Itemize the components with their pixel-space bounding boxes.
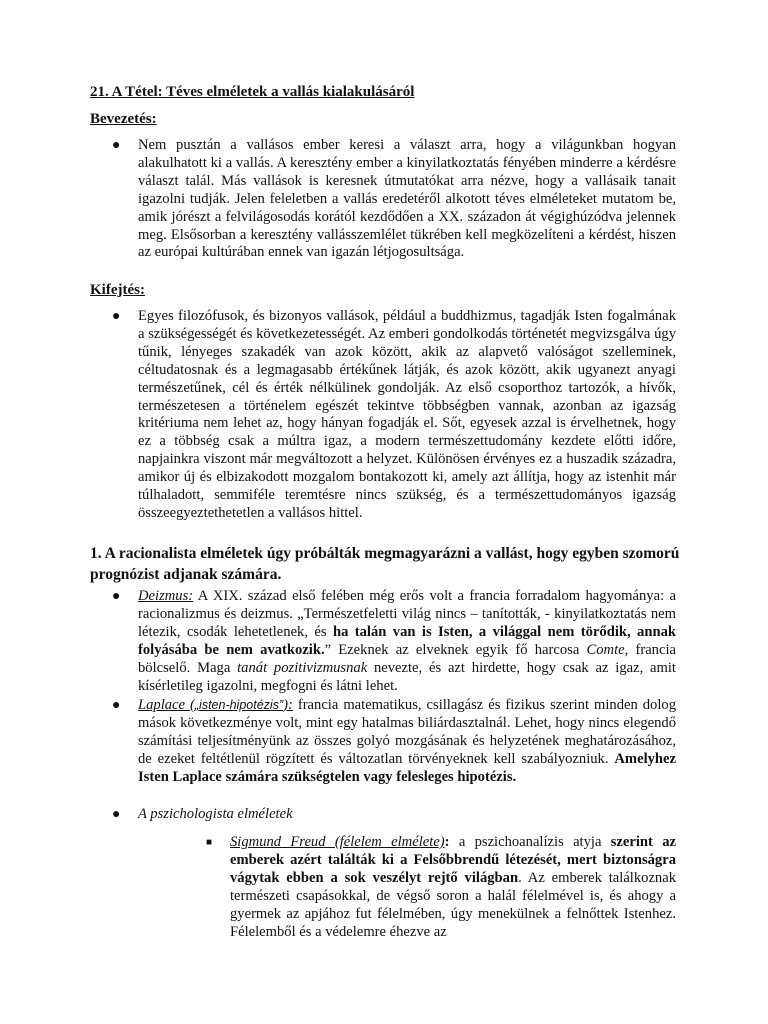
bullet-icon: ● bbox=[112, 807, 121, 822]
freud-text-2: . Az emberek találkoznak természeti csapásokkal, de végső soron a halál félelmével is, és ahogy a gyermek az apjához fut félelmében, úgy menekülnek a felnőttek Istenhez. Félelemből és a védelemre éhezve az bbox=[230, 869, 676, 940]
laplace-text-1: francia matematikus, csillagász és fizikus szerint minden dolog mások következménye volt, mint egy hatalmas biliárdasztalnál. Lehet, hogy nincs elegendő számítási teljesítményünk az összes golyó mozgásának és helyzetének meghatározásához, de ezeket feltétlenül rögzített és változatlan törvényeknek kell szabályozniuk. bbox=[138, 697, 676, 767]
deizmus-label: Deizmus: bbox=[138, 588, 194, 604]
freud-label: Sigmund Freud (félelem elmélete) bbox=[230, 834, 445, 850]
freud-text-1: a pszichoanalízis atyja bbox=[449, 834, 611, 850]
laplace-label: Laplace („isten-hipotézis”): bbox=[138, 697, 293, 713]
square-bullet-icon: ■ bbox=[206, 837, 213, 848]
body-heading: Kifejtés: bbox=[90, 282, 145, 298]
laplace-item bbox=[112, 697, 676, 787]
deizmus-text-2: ” Ezeknek az elveknek egyik fő harcosa bbox=[324, 641, 587, 658]
bullet-icon: ● bbox=[112, 309, 121, 324]
psych-label: A pszichologista elméletek bbox=[138, 806, 293, 822]
document-title: 21. A Tétel: Téves elméletek a vallás kialakulásáról bbox=[90, 84, 415, 100]
laplace-hypothesis-label: „isten-hipotézis” bbox=[194, 698, 284, 712]
deizmus-bold-1: ha talán van is Isten, a világgal nem törődik, annak folyásába be nem avatkozik. bbox=[138, 623, 676, 658]
body-paragraph bbox=[112, 308, 676, 523]
comte-name: Comte, bbox=[586, 641, 629, 658]
body-text: Egyes filozófusok, és bizonyos vallások, például a buddhizmus, tagadják Isten fogalmának a szükségességét és következetességét. Az emberi gondolkodás történetét megvizsgálva úgy tűnik, lényeges szakadék van azok között, akik az alapvető valóságot szelleminek, céltudatosnak és a legmagasabb értékűnek látják, és azok között, akik ugyanezt anyagi természetűnek, cél és érték nélkülinek gondolják. Az első csoporthoz tartozók, a hívők, természetesen a történelem egészét tekintve többségben vannak, azonban az igazság kritériuma nem lehet az, hogy hányan fogadják el. Sőt, egyesek azzal is érvelhetnek, hogy ez a többség csak a múltra igaz, a modern természettudomány kezdete előtti időre, napjainkra viszont már megváltozott a helyzet. Különösen érvényes ez a huszadik századra, amikor új és elbizakodott mozgalom bontakozott ki, amely azt állítja, hogy az istenhit már túlhaladott, semmiféle teremtésre nincs szükség, és a természettudományos igazság összeegyeztethetetlen a vallásos hittel. bbox=[138, 308, 676, 521]
freud-item: ■ Sigmund Freud (félelem elmélete): a pszichoanalízis atyja szerint az emberek azért találták ki a Felsőbbrendű létezését, mert biztonságra vágytak ebben a sok veszélyt rejtő világban. Az emberek találkoznak természeti csapásokkal, de végső soron a halál félelmével is, és ahogy a gyermek az apjához fut félelmében, úgy menekülnek a felnőttek Istenhez. Félelemből és a védelemre éhezve az bbox=[206, 834, 676, 940]
deizmus-text-4: nevezte, és azt hirdette, hogy csak az igaz, amit kísérletileg igazolni, megfogni és látni lehet. bbox=[138, 659, 676, 694]
freud-bold-1: szerint az emberek azért találták ki a Felsőbbrendű létezését, mert biztonságra vágytak ebben a sok veszélyt rejtő világban bbox=[230, 834, 676, 886]
section1-heading: 1. A racionalista elméletek úgy próbálták megmagyarázni a vallást, hogy egyben szomorú prognózist adjanak számára. bbox=[90, 545, 680, 583]
intro-text: Nem pusztán a vallásos ember keresi a választ arra, hogy a világunkban hogyan alakulhatott ki a vallás. A keresztény ember a kinyilatkoztatás fényében minderre a kérdésre választ talál. Más vallások is keresnek útmutatókat arra nézve, hogy a vallásaik tanait igazolni tudják. Jelen feleletben a vallás eredetéről alkotott téves elméleteket mutatom be, amik jórészt a felvilágosodás korától kezdődően a XX. századon át végighúzódva jelennek meg. Elsősorban a keresztény vallásszemlélet tükrében kell megközelíteni a kérdést, hiszen az európai kultúrában ennek van igazán létjogosultsága. bbox=[138, 137, 676, 261]
deizmus-item bbox=[112, 588, 676, 695]
deizmus-text-1: A XIX. század első felében még erős volt a francia forradalom hagyománya: a racionalizmus és deizmus. „Természetfeletti világ nincs – tanították, - kinyilatkoztatás nem létezik, csodák lehetetlenek, és bbox=[138, 588, 676, 640]
psych-item bbox=[112, 806, 676, 824]
bullet-icon: ● bbox=[112, 589, 121, 604]
intro-paragraph bbox=[112, 137, 676, 262]
intro-heading: Bevezetés: bbox=[90, 111, 157, 127]
bullet-icon: ● bbox=[112, 698, 121, 713]
deizmus-text-3: francia bölcselő. Maga bbox=[138, 641, 676, 676]
laplace-bold-1: Amelyhez Isten Laplace számára szükségtelen vagy felesleges hipotézis. bbox=[138, 750, 676, 785]
pozitivizmus-term: tanát pozitivizmusnak bbox=[237, 659, 368, 676]
bullet-icon: ● bbox=[112, 138, 121, 153]
